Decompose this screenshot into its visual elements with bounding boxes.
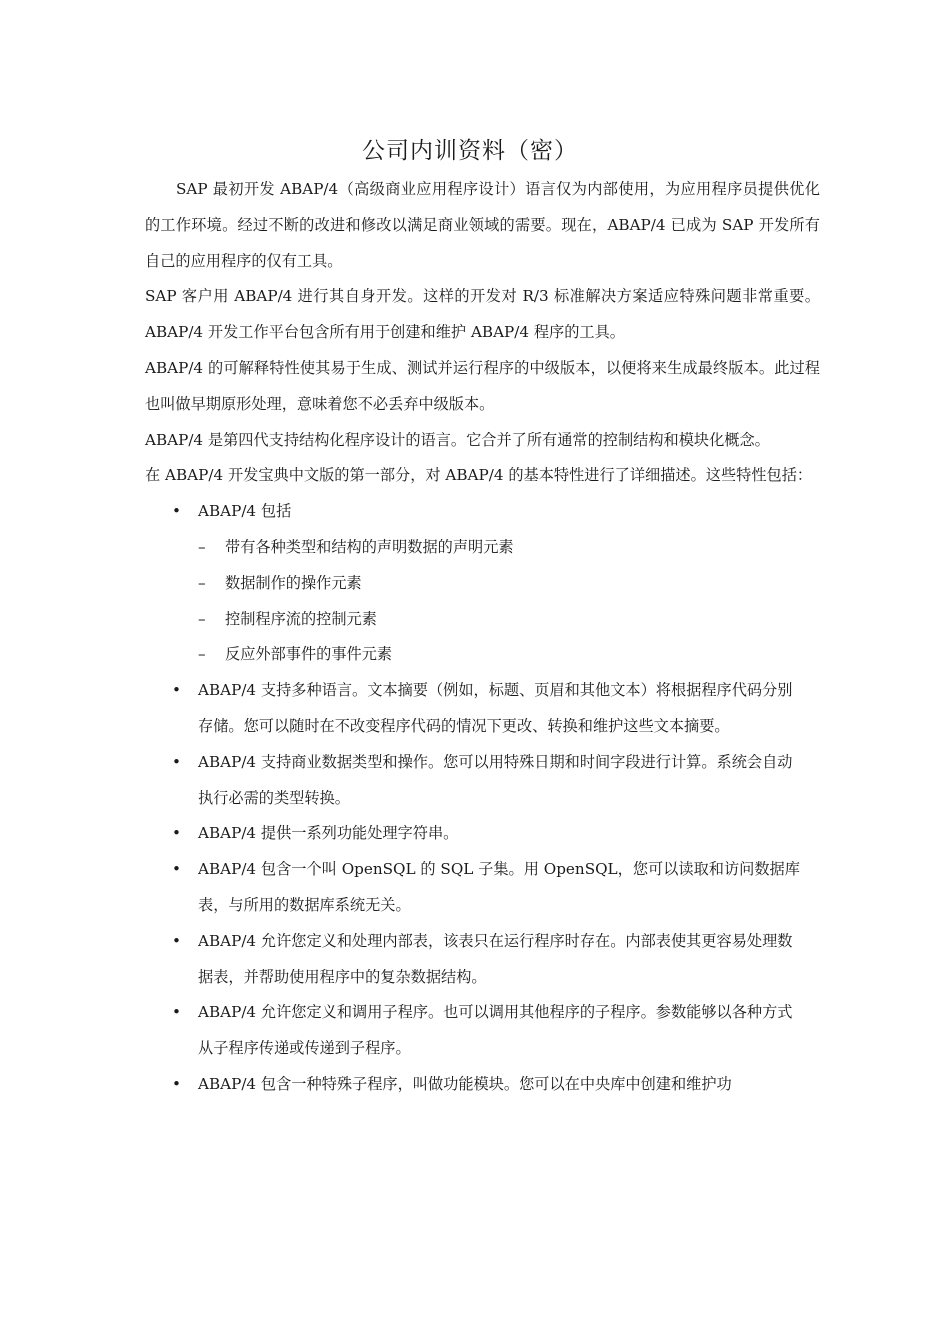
paragraph-fourth-gen: ABAP/4 是第四代支持结构化程序设计的语言。它合并了所有通常的控制结构和模块化概念。 — [145, 430, 770, 449]
dash-icon: – — [198, 609, 206, 628]
sub-list-item — [198, 602, 803, 638]
list-item — [145, 995, 803, 1067]
bullet-icon: • — [172, 681, 181, 700]
sub-list-item — [198, 566, 803, 602]
list-item — [145, 924, 803, 996]
list-item — [145, 494, 803, 673]
list-item-text: ABAP/4 支持商业数据类型和操作。您可以用特殊日期和时间字段进行计算。系统会自动执行必需的类型转换。 — [198, 752, 793, 807]
list-item-text: ABAP/4 包括 — [198, 502, 292, 521]
document-title: 公司内训资料（密） — [362, 138, 578, 164]
bullet-icon: • — [172, 860, 181, 879]
bullet-icon: • — [172, 931, 181, 950]
bullet-icon: • — [172, 1074, 181, 1093]
list-item — [145, 745, 803, 817]
list-item-text: ABAP/4 支持多种语言。文本摘要（例如，标题、页眉和其他文本）将根据程序代码分别存储。您可以随时在不改变程序代码的情况下更改、转换和维护这些文本摘要。 — [198, 681, 793, 735]
list-item — [145, 816, 803, 852]
sub-list-item-text: 带有各种类型和结构的声明数据的声明元素 — [225, 537, 514, 556]
paragraph-intro: SAP 最初开发 ABAP/4（高级商业应用程序设计）语言仅为内部使用，为应用程序员提供优化的工作环境。经过不断的改进和修改以满足商业领域的需要。现在，ABAP/4 已成为 SAP 开发所有自己的应用程序的仅有工具。 — [145, 180, 820, 270]
bullet-icon: • — [172, 1003, 181, 1022]
list-item — [145, 852, 803, 924]
dash-icon: – — [198, 573, 206, 592]
sub-list-item-text: 数据制作的操作元素 — [225, 573, 362, 592]
list-item-text: ABAP/4 允许您定义和处理内部表，该表只在运行程序时存在。内部表使其更容易处理数据表，并帮助使用程序中的复杂数据结构。 — [198, 931, 793, 986]
bullet-icon: • — [172, 824, 181, 843]
list-item — [145, 1067, 803, 1103]
list-item-text: ABAP/4 允许您定义和调用子程序。也可以调用其他程序的子程序。参数能够以各种方式从子程序传递或传递到子程序。 — [198, 1003, 793, 1058]
bullet-icon: • — [172, 752, 181, 771]
sub-list-item-text: 控制程序流的控制元素 — [225, 609, 377, 628]
document-body — [145, 172, 820, 1103]
paragraph-interpretive: ABAP/4 的可解释特性使其易于生成、测试并运行程序的中级版本，以便将来生成最终版本。此过程也叫做早期原形处理，意味着您不必丢弃中级版本。 — [145, 358, 820, 413]
dash-icon: – — [198, 537, 206, 556]
sub-list-item — [198, 530, 803, 566]
dash-icon: – — [198, 645, 206, 664]
paragraph-features-intro: 在 ABAP/4 开发宝典中文版的第一部分，对 ABAP/4 的基本特性进行了详细描述。这些特性包括： — [145, 466, 813, 485]
feature-list — [145, 494, 820, 1103]
paragraph-customer-dev: SAP 客户用 ABAP/4 进行其自身开发。这样的开发对 R/3 标准解决方案适应特殊问题非常重要。ABAP/4 开发工作平台包含所有用于创建和维护 ABAP/4 程序的工具。 — [145, 287, 820, 342]
sub-list-item — [198, 637, 803, 673]
bullet-icon: • — [172, 502, 181, 521]
list-item-text: ABAP/4 包含一种特殊子程序，叫做功能模块。您可以在中央库中创建和维护功 — [198, 1074, 732, 1093]
sub-list — [198, 530, 803, 673]
sub-list-item-text: 反应外部事件的事件元素 — [225, 645, 393, 664]
list-item-text: ABAP/4 提供一系列功能处理字符串。 — [198, 824, 459, 843]
list-item-text: ABAP/4 包含一个叫 OpenSQL 的 SQL 子集。用 OpenSQL，您可以读取和访问数据库表，与所用的数据库系统无关。 — [198, 860, 800, 914]
list-item — [145, 673, 803, 745]
